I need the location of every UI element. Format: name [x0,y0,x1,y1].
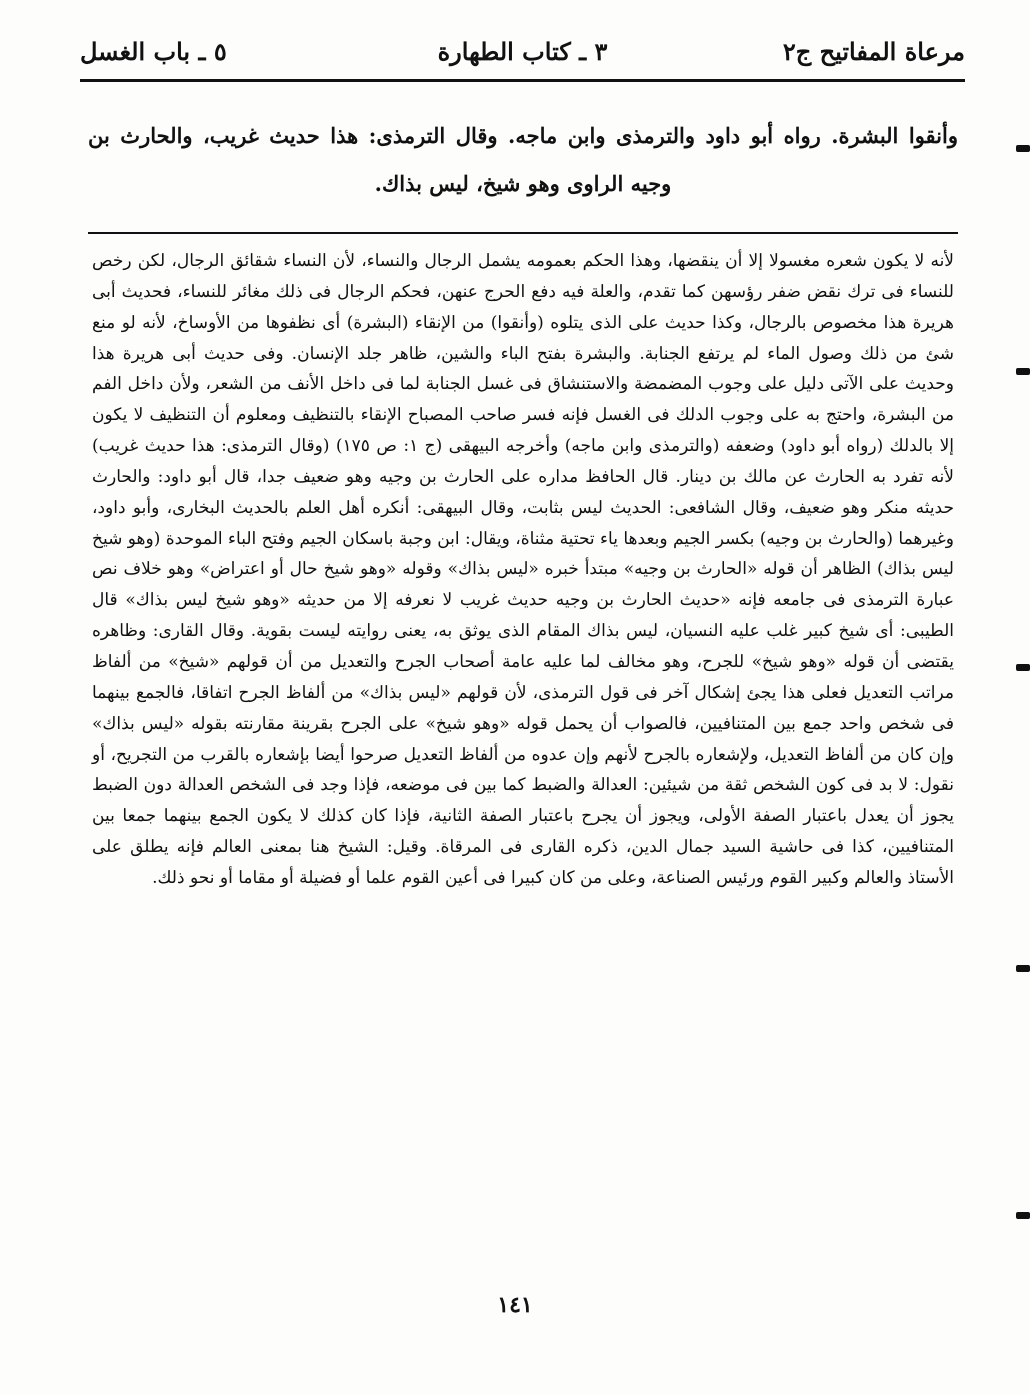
header-book-title: مرعاة المفاتيح ج٢ [782,37,965,66]
margin-mark [1016,145,1030,152]
margin-mark [1016,965,1030,972]
margin-mark [1016,664,1030,671]
page-number: ١٤١ [497,1292,533,1318]
commentary-block [92,246,954,894]
margin-mark [1016,368,1030,375]
section-divider [88,232,958,234]
commentary-text: لأنه لا يكون شعره مغسولا إلا أن ينقضها، وهذا الحكم بعمومه يشمل الرجال والنساء، لأن النساء شقائق الرجال، لكن رخص للنساء فى ترك نقض ضفر رؤسهن كما تقدم، والعلة فيه دفع الحرج عنهن، فحكم الرجال فى ذلك مغائر للنساء، فحديث أبى هريرة هذا مخصوص بالرجال، وكذا حديث على الذى يتلوه (وأنقوا) من الإنقاء (البشرة) أى نظفوها من الأوساخ، لأنه لو منع شئ من ذلك وصول الماء لم يرتفع الجنابة. والبشرة بفتح الباء والشين، ظاهر جلد الإنسان. وفى حديث أبى هريرة هذا وحديث على الآتى دليل على وجوب المضمضة والاستنشاق فى غسل الجنابة لما فى داخل الأنف من الشعر، ولأن داخل الفم من البشرة، واحتج به على وجوب الدلك فى الغسل فإنه فسر صاحب المصباح الإنقاء بالتنظيف ومعلوم أن التنظيف لا يكون إلا بالدلك (رواه أبو داود) وضعفه (والترمذى وابن ماجه) وأخرجه البيهقى (ج ١: ص ١٧٥) (وقال الترمذى: هذا حديث غريب) لأنه تفرد به الحارث عن مالك بن دينار. قال الحافظ مداره على الحارث بن وجيه وهو ضعيف جدا، قال أبو داود: والحارث حديثه منكر وهو ضعيف، وقال الشافعى: الحديث ليس بثابت، وقال البيهقى: أنكره أهل العلم بالحديث البخارى، وأبو داود، وغيرهما (والحارث بن وجيه) بكسر الجيم وبعدها ياء تحتية مثناة، ويقال: ابن وجبة باسكان الجيم وفتح الباء الموحدة (وهو شيخ ليس بذاك) الظاهر أن قوله «الحارث بن وجيه» مبتدأ خبره «ليس بذاك» وقوله «وهو شيخ حال أو اعتراض» وهو خلاف نص عبارة الترمذى فى جامعه فإنه «حديث الحارث بن وجيه حديث غريب لا نعرفه إلا من حديثه «وهو شيخ ليس بذاك» قال الطيبى: أى شيخ كبير غلب عليه النسيان، ليس بذاك المقام الذى يوثق به، يعنى روايته ليست بقوية. وقال القارى: وظاهره يقتضى أن قوله «وهو شيخ» للجرح، وهو مخالف لما عليه عامة أصحاب الجرح والتعديل من أن قولهم «شيخ» من ألفاظ مراتب التعديل فعلى هذا يجئ إشكال آخر فى قول الترمذى، لأن قولهم «ليس بذاك» من ألفاظ الجرح اتفاقا، فالجمع بينهما فى شخص واحد جمع بين المتنافيين، فالصواب أن يحمل قوله «وهو شيخ» على الجرح بقرينة مقارنته بقوله «ليس بذاك» وإن كان من ألفاظ التعديل، ولإشعاره بالجرح لأنهم وإن عدوه من ألفاظ التعديل صرحوا أيضا بإشعاره بالقرب من التجريح، أو نقول: لا بد فى كون الشخص ثقة من شيئين: العدالة والضبط كما بين فى موضعه، فإذا وجد فى الشخص العدالة دون الضبط يجوز أن يعدل باعتبار الصفة الأولى، ويجوز أن يجرح باعتبار الصفة الثانية، فإذا كان كذلك لا يكون الجمع بينهما جمعا بين المتنافيين، كذا فى حاشية السيد جمال الدين، ذكره القارى فى المرقاة. وقيل: الشيخ هنا بمعنى العالم فإنه يطلق على الأستاذ والعالم وكبير القوم ورئيس الصناعة، وعلى من كان كبيرا فى أعين القوم علما أو فضيلة أو مقاما أو نحو ذلك. [92,251,954,888]
header-section-title: ٥ ـ باب الغسل [80,37,227,66]
header-chapter-title: ٣ ـ كتاب الطهارة [437,37,608,66]
hadith-text: وأنقوا البشرة. رواه أبو داود والترمذى وابن ماجه. وقال الترمذى: هذا حديث غريب، والحارث بن وجيه الراوى وهو شيخ، ليس بذاك. [88,123,958,196]
header-divider [80,79,965,82]
running-header [80,30,965,74]
hadith-text-block [88,112,958,208]
margin-mark [1016,1212,1030,1219]
